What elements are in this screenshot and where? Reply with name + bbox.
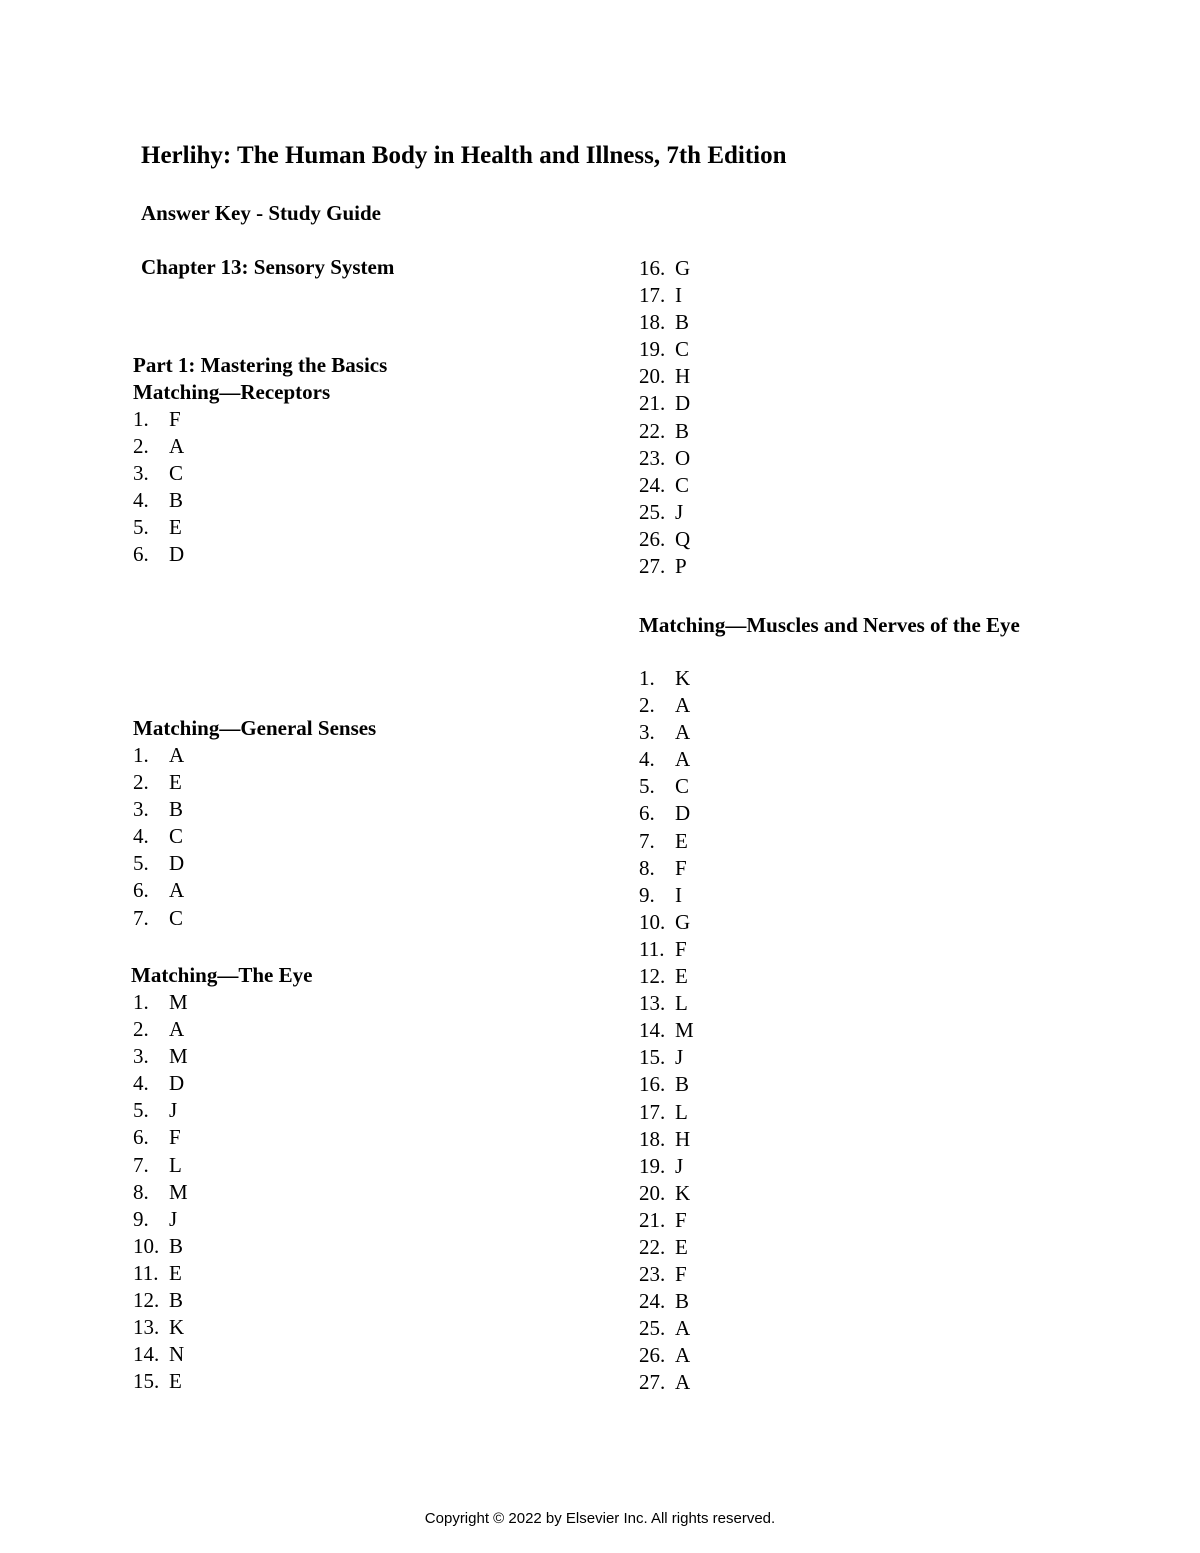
answer-number: 1. (639, 666, 655, 690)
answer-item (639, 445, 690, 472)
answer-number: 5. (639, 774, 655, 799)
answer-item (133, 1097, 188, 1124)
answer-number: 2. (133, 1017, 149, 1042)
answer-number: 4. (133, 824, 149, 849)
answer-number: 7. (639, 828, 655, 853)
answer-letter: P (675, 554, 687, 579)
copyright-footer: Copyright © 2022 by Elsevier Inc. All rights reserved. (424, 1510, 776, 1527)
answer-item (133, 989, 188, 1016)
answer-item (133, 460, 184, 487)
answer-letter: E (675, 828, 688, 853)
answer-letter: J (675, 499, 684, 524)
answer-item (639, 719, 694, 746)
answer-letter: C (169, 905, 184, 930)
answer-item (639, 1207, 694, 1234)
answer-item (133, 1233, 188, 1260)
answer-letter: B (675, 418, 690, 443)
answer-item (639, 1261, 694, 1288)
answer-item (639, 1180, 694, 1207)
answer-number: 16. (639, 256, 666, 280)
answer-number: 10. (639, 909, 666, 934)
answer-number: 13. (639, 991, 666, 1016)
answer-number: 4. (639, 747, 655, 772)
answer-letter: Q (675, 526, 691, 551)
answer-number: 19. (639, 337, 666, 362)
answer-number: 3. (133, 797, 149, 822)
answer-item (639, 855, 694, 882)
answer-letter: B (675, 1289, 690, 1314)
answer-item (133, 877, 184, 904)
answer-number: 9. (639, 882, 655, 907)
answer-letter: F (675, 1207, 687, 1232)
answer-letter: J (169, 1206, 178, 1231)
answer-letter: J (675, 1153, 684, 1178)
answer-item (639, 746, 694, 773)
answer-item (133, 742, 184, 769)
answer-item (133, 1368, 188, 1395)
answer-letter: E (169, 1260, 182, 1285)
answer-number: 24. (639, 1289, 666, 1314)
answer-item (639, 1126, 694, 1153)
answer-letter: K (675, 1180, 691, 1205)
answer-letter: E (169, 515, 182, 540)
answer-letter: B (169, 1288, 184, 1313)
answer-number: 26. (639, 1343, 666, 1368)
answer-letter: J (675, 1045, 684, 1070)
answer-number: 23. (639, 1262, 666, 1287)
answer-number: 3. (639, 720, 655, 745)
answer-item (133, 1016, 188, 1043)
answer-letter: I (675, 283, 682, 308)
answer-number: 4. (133, 1071, 149, 1096)
answer-number: 12. (133, 1288, 160, 1313)
answer-letter: A (169, 1017, 185, 1042)
answer-letter: D (675, 391, 691, 416)
answer-item (639, 499, 690, 526)
answer-number: 18. (639, 1126, 666, 1151)
answer-letter: A (675, 693, 691, 718)
answer-item (639, 1099, 694, 1126)
answer-letter: K (169, 1315, 185, 1340)
answer-number: 5. (133, 515, 149, 540)
answer-number: 8. (639, 855, 655, 880)
answer-item (133, 487, 184, 514)
answer-letter: N (169, 1342, 185, 1367)
answer-number: 22. (639, 1234, 666, 1259)
answer-number: 15. (639, 1045, 666, 1070)
answer-item (639, 1044, 694, 1071)
answer-item (639, 1369, 694, 1396)
answer-item (639, 472, 690, 499)
answer-item (639, 1153, 694, 1180)
answer-letter: G (675, 909, 691, 934)
answer-item (133, 1260, 188, 1287)
answer-letter: E (675, 1234, 688, 1259)
answer-letter: C (169, 824, 184, 849)
answer-letter: D (169, 542, 185, 567)
answer-item (133, 1043, 188, 1070)
general-senses-heading: Matching—General Senses (133, 716, 377, 740)
answer-letter: O (675, 445, 691, 470)
answer-item (133, 796, 184, 823)
eye-answer-list-part2 (639, 255, 690, 580)
answer-item (639, 336, 690, 363)
receptors-heading: Matching—Receptors (133, 380, 331, 404)
answer-item (133, 850, 184, 877)
answer-item (639, 800, 694, 827)
answer-number: 18. (639, 310, 666, 335)
answer-item (639, 1234, 694, 1261)
answer-item (133, 823, 184, 850)
answer-letter: C (675, 472, 690, 497)
answer-item (639, 418, 690, 445)
answer-letter: B (169, 797, 184, 822)
answer-number: 26. (639, 526, 666, 551)
answer-item (133, 1152, 188, 1179)
answer-item (133, 433, 184, 460)
answer-number: 5. (133, 851, 149, 876)
answer-letter: H (675, 364, 691, 389)
answer-item (639, 936, 694, 963)
answer-item (133, 541, 184, 568)
answer-item (639, 1288, 694, 1315)
answer-item (639, 1342, 694, 1369)
answer-number: 17. (639, 1099, 666, 1124)
answer-letter: L (675, 1099, 688, 1124)
answer-item (639, 526, 690, 553)
answer-number: 7. (133, 1152, 149, 1177)
answer-number: 6. (639, 801, 655, 826)
answer-number: 8. (133, 1179, 149, 1204)
answer-number: 24. (639, 472, 666, 497)
answer-number: 3. (133, 1044, 149, 1069)
answer-item (133, 1070, 188, 1097)
answer-number: 22. (639, 418, 666, 443)
answer-number: 1. (133, 407, 149, 431)
answer-item (133, 406, 184, 433)
answer-letter: C (675, 337, 690, 362)
muscles-nerves-heading: Matching—Muscles and Nerves of the Eye (639, 613, 1020, 637)
answer-item (133, 1314, 188, 1341)
answer-letter: E (169, 770, 182, 795)
answer-number: 25. (639, 1316, 666, 1341)
answer-number: 14. (133, 1342, 160, 1367)
general-senses-answer-list (133, 742, 184, 932)
answer-letter: C (675, 774, 690, 799)
answer-item (133, 1206, 188, 1233)
answer-number: 5. (133, 1098, 149, 1123)
answer-letter: A (169, 434, 185, 459)
answer-item (639, 665, 694, 692)
answer-number: 16. (639, 1072, 666, 1097)
answer-item (639, 882, 694, 909)
answer-number: 6. (133, 878, 149, 903)
answer-item (639, 390, 690, 417)
answer-letter: K (675, 666, 691, 690)
answer-letter: B (675, 310, 690, 335)
answer-item (639, 309, 690, 336)
document-title: Herlihy: The Human Body in Health and Illness, 7th Edition (141, 142, 787, 169)
answer-number: 21. (639, 391, 666, 416)
answer-letter: M (169, 1044, 188, 1069)
answer-item (639, 1017, 694, 1044)
answer-letter: F (169, 407, 181, 431)
answer-item (639, 828, 694, 855)
answer-letter: A (169, 743, 185, 767)
answer-number: 17. (639, 283, 666, 308)
answer-item (639, 773, 694, 800)
answer-item (639, 909, 694, 936)
answer-letter: F (675, 1262, 687, 1287)
answer-number: 27. (639, 554, 666, 579)
answer-number: 13. (133, 1315, 160, 1340)
answer-item (639, 363, 690, 390)
answer-item (639, 963, 694, 990)
answer-letter: D (675, 801, 691, 826)
answer-letter: B (169, 488, 184, 513)
answer-number: 15. (133, 1369, 160, 1394)
answer-number: 3. (133, 461, 149, 486)
answer-item (133, 1341, 188, 1368)
answer-letter: A (675, 720, 691, 745)
answer-number: 11. (133, 1260, 159, 1285)
answer-item (133, 1287, 188, 1314)
answer-letter: A (675, 1343, 691, 1368)
document-subtitle: Answer Key - Study Guide (141, 201, 381, 225)
answer-letter: J (169, 1098, 178, 1123)
chapter-heading: Chapter 13: Sensory System (141, 255, 395, 279)
answer-number: 1. (133, 743, 149, 767)
answer-item (639, 1071, 694, 1098)
answer-letter: G (675, 256, 691, 280)
answer-letter: D (169, 1071, 185, 1096)
eye-answer-list-part1 (133, 989, 188, 1395)
answer-item (133, 1124, 188, 1151)
answer-number: 2. (133, 770, 149, 795)
answer-number: 4. (133, 488, 149, 513)
answer-item (639, 990, 694, 1017)
answer-number: 20. (639, 1180, 666, 1205)
answer-letter: M (169, 990, 188, 1014)
answer-item (133, 1179, 188, 1206)
answer-number: 9. (133, 1206, 149, 1231)
answer-letter: L (169, 1152, 182, 1177)
answer-number: 25. (639, 499, 666, 524)
answer-item (133, 769, 184, 796)
answer-number: 7. (133, 905, 149, 930)
answer-item (639, 282, 690, 309)
answer-letter: A (675, 1370, 691, 1395)
answer-letter: M (169, 1179, 188, 1204)
answer-letter: B (675, 1072, 690, 1097)
answer-number: 21. (639, 1207, 666, 1232)
answer-number: 20. (639, 364, 666, 389)
answer-number: 10. (133, 1233, 160, 1258)
answer-letter: D (169, 851, 185, 876)
answer-item (639, 692, 694, 719)
part-heading: Part 1: Mastering the Basics (133, 353, 388, 377)
answer-number: 23. (639, 445, 666, 470)
answer-item (133, 514, 184, 541)
answer-number: 6. (133, 1125, 149, 1150)
answer-letter: I (675, 882, 682, 907)
answer-letter: F (169, 1125, 181, 1150)
answer-number: 27. (639, 1370, 666, 1395)
answer-number: 12. (639, 964, 666, 989)
muscles-nerves-answer-list (639, 665, 694, 1397)
answer-number: 2. (639, 693, 655, 718)
answer-number: 6. (133, 542, 149, 567)
answer-number: 11. (639, 936, 665, 961)
receptors-answer-list (133, 406, 184, 569)
answer-item (639, 255, 690, 282)
answer-letter: B (169, 1233, 184, 1258)
answer-letter: A (675, 1316, 691, 1341)
answer-item (639, 553, 690, 580)
answer-letter: A (169, 878, 185, 903)
answer-letter: C (169, 461, 184, 486)
answer-letter: L (675, 991, 688, 1016)
answer-number: 1. (133, 990, 149, 1014)
answer-number: 2. (133, 434, 149, 459)
eye-heading: Matching—The Eye (131, 963, 313, 987)
answer-letter: A (675, 747, 691, 772)
answer-item (133, 905, 184, 932)
answer-letter: F (675, 855, 687, 880)
answer-letter: E (169, 1369, 182, 1394)
answer-number: 19. (639, 1153, 666, 1178)
answer-letter: E (675, 964, 688, 989)
answer-letter: F (675, 936, 687, 961)
answer-number: 14. (639, 1018, 666, 1043)
answer-letter: M (675, 1018, 694, 1043)
answer-item (639, 1315, 694, 1342)
answer-letter: H (675, 1126, 691, 1151)
